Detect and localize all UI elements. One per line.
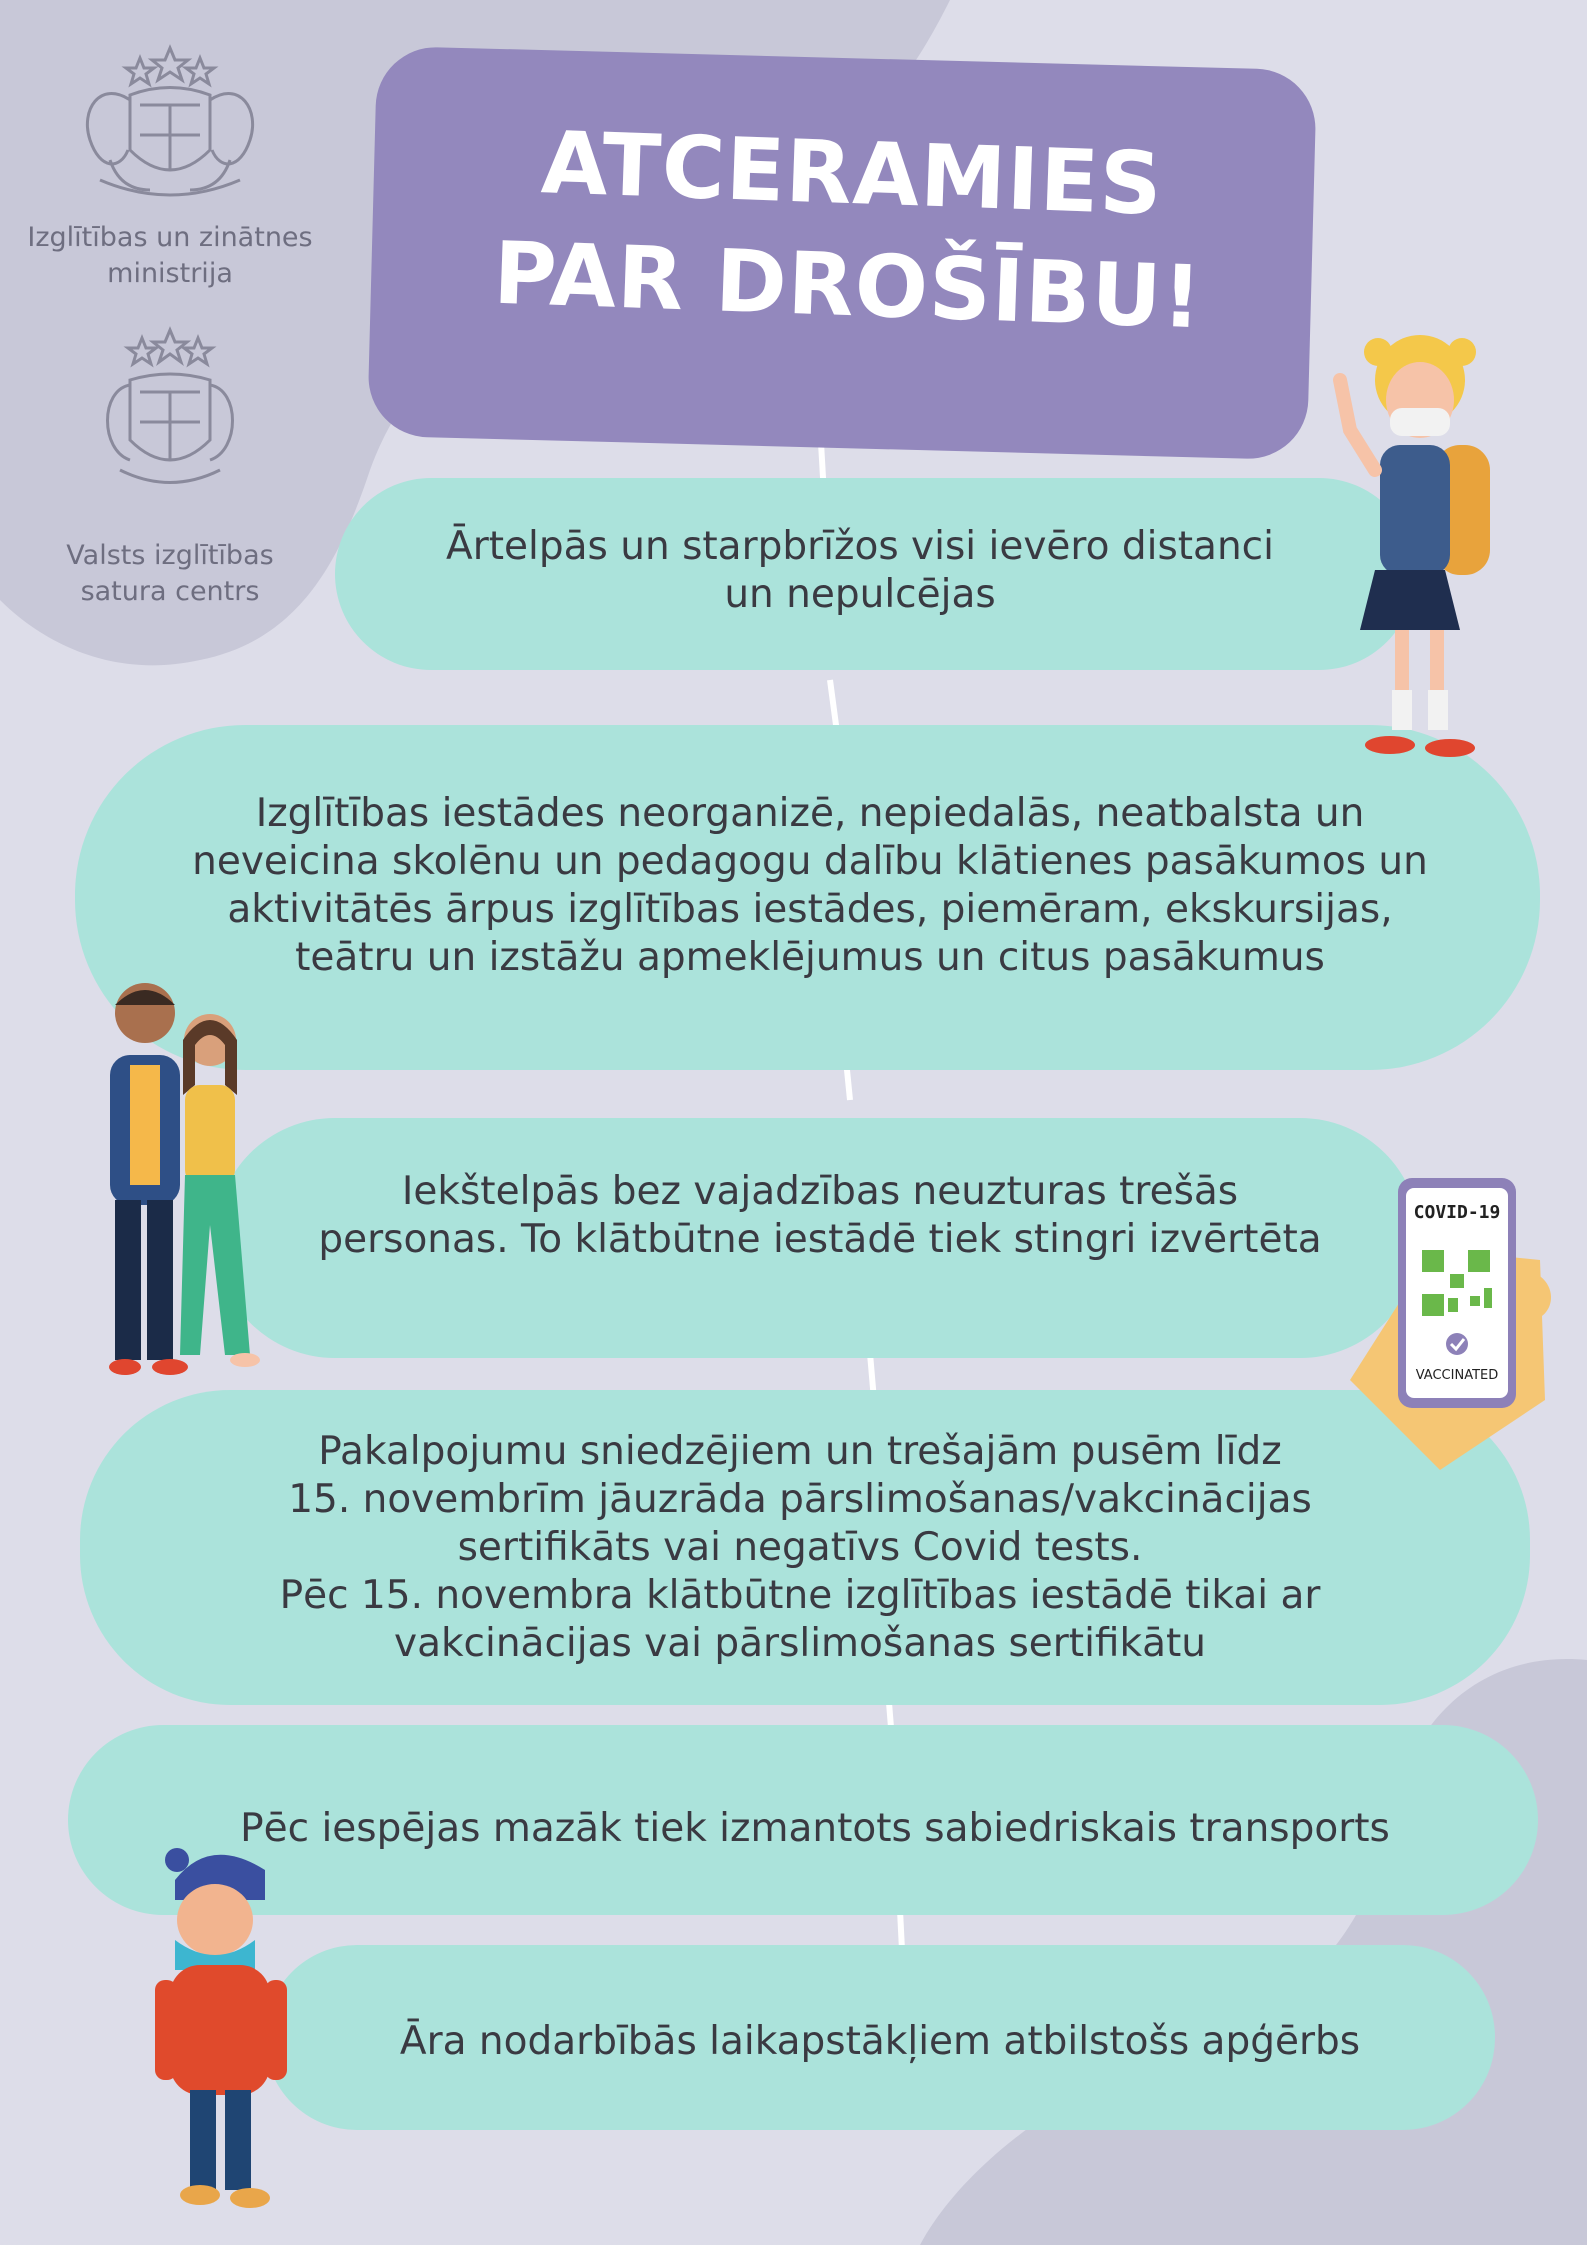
rule-3-line-2: personas. To klātbūtne iestādē tiek stingri izvērtēta [318,1217,1322,1262]
center-logo [20,320,320,610]
center-name-line1: Valsts izglītības [66,540,274,571]
rule-text-6 [290,2018,1470,2066]
rule-4-line-1: Pakalpojumu sniedzējiem un trešajām pusēm līdz [318,1429,1282,1474]
ministry-name-line1: Izglītības un zinātnes [27,222,313,253]
latvia-coat-of-arms-icon [60,40,280,210]
rule-2-line-1: Izglītības iestādes neorganizē, nepiedalās, neatbalsta un [255,791,1365,836]
title-line1: ATCERAMIES [539,113,1165,235]
rule-6-line-1: Āra nodarbībās laikapstākļiem atbilstošs apģērbs [399,2019,1361,2064]
ministry-logo [20,40,320,292]
rule-4-line-5: vakcinācijas vai pārslimošanas sertifikātu [393,1621,1206,1666]
rule-1-line-1: Ārtelpās un starpbrīžos visi ievēro distanci [446,524,1274,569]
page-title [416,103,1283,357]
rule-5-line-1: Pēc iespējas mazāk tiek izmantots sabiedriskais transports [240,1806,1390,1851]
rule-text-3 [240,1168,1400,1264]
rule-2-line-3: aktivitātēs ārpus izglītības iestādes, piemēram, ekskursijas, [227,887,1393,932]
phone-status-label: VACCINATED [1415,1368,1499,1383]
rule-1-line-2: un nepulcējas [724,572,996,617]
rule-text-4 [100,1428,1500,1668]
boy-winter-clothes-illustration [155,1840,315,2220]
phone-header-label: COVID-19 [1413,1202,1501,1223]
title-line2: PAR DROŠĪBU! [491,223,1205,349]
center-name-line2: satura centrs [80,576,260,607]
girl-with-mask-illustration [1320,330,1530,770]
ministry-name-line2: ministrija [107,258,233,289]
rule-4-line-2: 15. novembrīm jāuzrāda pārslimošanas/vakcinācijas [288,1477,1312,1522]
latvia-small-coat-of-arms-icon [80,320,260,500]
couple-illustration [85,975,275,1400]
rule-4-line-3: sertifikāts vai negatīvs Covid tests. [457,1525,1143,1570]
covid-certificate-phone [1320,1170,1560,1480]
rule-2-line-2: neveicina skolēnu un pedagogu dalību klātienes pasākumos un [192,839,1428,884]
rule-text-1 [360,523,1360,619]
rule-text-2 [90,790,1530,982]
rule-4-line-4: Pēc 15. novembra klātbūtne izglītības iestādē tikai ar [279,1573,1321,1618]
rule-3-line-1: Iekštelpās bez vajadzības neuzturas trešās [401,1169,1239,1214]
rule-2-line-4: teātru un izstāžu apmeklējumus un citus pasākumus [295,935,1325,980]
